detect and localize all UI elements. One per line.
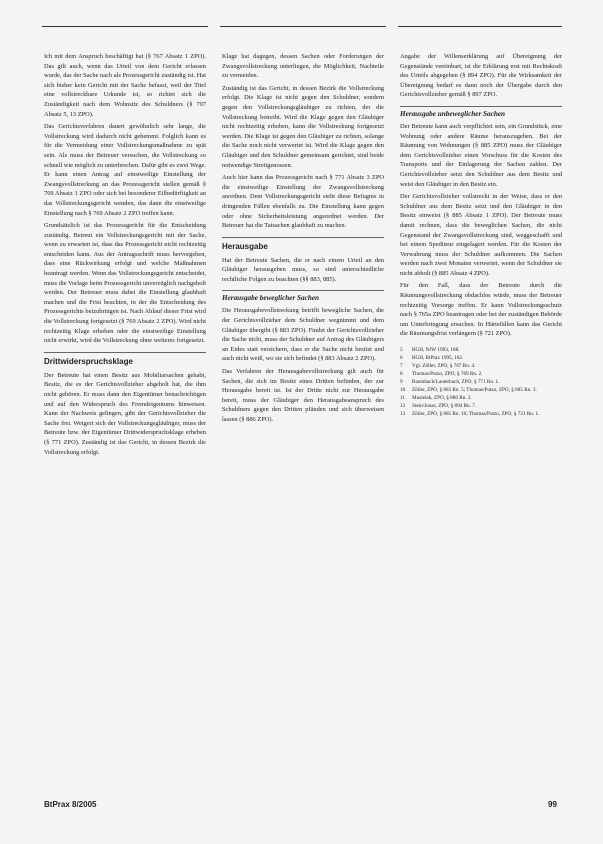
paragraph: Ich mit dem Anspruch beschäftigt hat (§ 767 Absatz 1 ZPO). Das gilt auch, wenn das Urteil von dem Gericht erlassen wurde, das der Sache nach als Prozessgericht zuständig ist. Hat sich bisher kein Gericht mit der Sache befasst, weil der Titel eine vollstreckbare Urkunde ist, so richtet sich die Zuständigkeit nach dem Wohnsitz des Schuldners (§ 797 Absatz 5, 13 ZPO). [44, 53, 206, 118]
footnote-text: Baumbach/Lauterbach, ZPO, § 771 Rn. 1. [412, 379, 500, 386]
footnotes [400, 347, 562, 418]
paragraph: Zuständig ist das Gericht, in dessen Bezirk die Vollstreckung erfolgt. Die Klage ist nicht gegen den Schuldner, sondern gegen den Vollstreckungsgläubiger zu richten, der die Vollstreckung betreibt. Wird die Klage gegen den Gläubiger nicht rechtzeitig erhoben, kann die Vollstreckung fortgesetzt werden. Die Klage ist gegen den Gläubiger zu richten, solange die Sache noch nicht verwertet ist. Wird die Klage gegen den Gläubiger und den Schuldner gemeinsam gerichtet, sind beide notwendige Streitgenossen. [222, 84, 384, 169]
footnote-number: 8 [400, 371, 403, 378]
footnote [400, 403, 562, 410]
top-rule-right [398, 26, 562, 27]
page-number: 99 [548, 800, 557, 809]
footnote-number: 10 [400, 387, 406, 394]
subsection-heading: Herausgabe unbeweglicher Sachen [400, 106, 562, 119]
paragraph: Auch hier kann das Prozessgericht nach § 771 Absatz 3 ZPO die einstweilige Einstellung der Zwangsvollstreckung anordnen. Dem Vollstreckungsgericht steht diese Befugnis in dringenden Fällen ebenfalls zu. Die Einstellung kann gegen oder ohne Sicherheitsleistung angeordnet werden. Der Betreuer hat die Tatsachen glaubhaft zu machen. [222, 174, 384, 230]
column-middle [222, 52, 384, 428]
footnote-number: 5 [400, 347, 403, 354]
footnote [400, 355, 562, 362]
paragraph: Die Herausgabevollstreckung betrifft bewegliche Sachen, die der Gerichtsvollzieher dem Schuldner wegnimmt und dem Gläubiger übergibt (§ 883 ZPO). Findet der Gerichtsvollzieher die Sache nicht, muss der Schuldner auf Antrag des Gläubigers an Eides statt versichern, dass er die Sache nicht besitzt und auch nicht weiß, wo sie sich befindet (§ 883 Absatz 2 ZPO). [222, 307, 384, 363]
footnote [400, 347, 562, 354]
footnote-text: Musielak, ZPO, § 886 Rn. 2. [412, 395, 472, 402]
top-rule-middle [220, 26, 386, 27]
footnote-text: Stein/Jonas, ZPO, § 894 Rn. 7. [412, 403, 477, 410]
footnote [400, 395, 562, 402]
paragraph: Angabe der Willenserklärung auf Übereignung der Gegenstände vereinbart, ist die Erklärung erst mit Rechtskraft des Urteils abgegeben (§ 894 ZPO). Für die Wirksamkeit der Übereignung bedarf es dann noch der Übergabe durch den Gerichtsvollzieher gemäß § 897 ZPO. [400, 53, 562, 99]
paragraph: Für den Fall, dass der Betreute durch die Räumungsvollstreckung obdachlos würde, muss der Betreuer rechtzeitig Vorsorge treffen. Er kann Vollstreckungsschutz nach § 765a ZPO beantragen oder bei der zuständigen Behörde um Unterbringung ersuchen. In Härtefällen kann das Gericht die Räumungsfrist verlängern (§ 721 ZPO). [400, 282, 562, 338]
section-heading: Drittwiderspruchsklage [44, 352, 206, 367]
footnote [400, 379, 562, 386]
top-rule-left [42, 26, 208, 27]
footnote-text: Thomas/Putzo, ZPO, § 769 Rn. 2. [412, 371, 483, 378]
footnote-text: Zöller, ZPO, § 885 Rn. 16; Thomas/Putzo, ZPO, § 721 Rn. 1. [412, 411, 540, 418]
paragraph: Der Betreute kann auch verpflichtet sein, ein Grundstück, eine Wohnung oder andere Räume herauszugeben. Bei der Räumung von Wohnungen (§ 885 ZPO) muss der Gläubiger dem Gerichtsvollzieher einen Vorschuss für die Kosten des Transports und der Einlagerung der Sachen zahlen. Der Gerichtsvollzieher setzt den Schuldner aus dem Besitz und weist den Gläubiger in den Besitz ein. [400, 122, 562, 188]
paragraph: Das Gerichtsverfahren dauert gewöhnlich sehr lange, die Vollstreckung wird dadurch nicht gehemmt. Folglich kann es für die Vermeidung einer Vollstreckungsmaßnahme zu spät sein. Als muss der Betreuer versuchen, die Vollstreckung so schnell wie möglich zu unterbrechen. Dafür gibt es zwei Wege. Er kann einen Antrag auf einstweilige Einstellung der Zwangsvollstreckung an das Prozessgericht stellen gemäß § 769 Absatz 1 ZPO oder sich bei besonderer Eilbedürftigkeit an das Vollstreckungsgericht wenden, das dann die einstweilige Einstellung nach § 769 Absatz 2 ZPO treffen kann. [44, 123, 206, 217]
footnote-text: Vgl. Zöller, ZPO, § 767 Rn. 4. [412, 363, 476, 370]
paragraph: Der Betreute hat einen Besitz aus Mobiliarsachen gehabt, Besitz, die es der Gerichtsvollzieher abgeholt hat, die ihm nicht gehören. Er muss dann den Eigentümer benachrichtigen und auf den Widerspruch des Fremdeigentums hinweisen. Kann der Nachweis gelingen, gibt der Gerichtsvollzieher die Sache frei. Weigert sich der Vollstreckungsgläubiger, muss der Betreute bzw. der Eigentümer Drittwiderspruchsklage erheben (§ 771 ZPO). Zuständig ist das Gericht, in dessen Bezirk die Vollstreckung erfolgt. [44, 371, 206, 456]
footnote [400, 363, 562, 370]
footnote-number: 6 [400, 355, 403, 362]
paragraph: Klage hat dagegen, dessen Sachen oder Forderungen der Zwangsvollstreckung unterliegen, die Möglichkeit, Nachteile zu vermeiden. [222, 53, 384, 80]
footnote-number: 12 [400, 403, 406, 410]
paragraph: Das Verfahren der Herausgabevollstreckung gilt auch für Sachen, die sich im Besitz eines Dritten befinden, der zur Herausgabe bereit ist. Ist der Dritte nicht zur Herausgabe bereit, muss der Gläubiger den Herausgabeanspruch des Schuldners gegen den Dritten pfänden und sich überweisen lassen (§ 886 ZPO). [222, 368, 384, 423]
footnote [400, 371, 562, 378]
footnote-number: 7 [400, 363, 403, 370]
footnote-text: BGH, NJW 1993, 188. [412, 347, 460, 354]
footnote-number: 11 [400, 395, 405, 402]
paragraph: Grundsätzlich ist das Prozessgericht für die Entscheidung zuständig. Betreut ein Vollstreckungsgericht mit der Sache, wenn zu erwarten ist, dass das Prozessgericht nicht rechtzeitig entscheiden kann. Aus der Antragsschrift muss hervorgehen, dass eine Rückwirkung erfolgt und welche Maßnahmen beantragt werden. Wenn das Vollstreckungsgericht entscheidet, muss die Vorlage beim Prozessgericht unverzüglich nachgeholt werden. Der Betreuer muss dabei die Einstellung glaubhaft machen und die Frist beachten, in der die Entscheidung des Prozessgerichts beizubringen ist. Nach Ablauf dieser Frist wird die Vollstreckung fortgesetzt (§ 769 Absatz 2 ZPO). Wird nicht rechtzeitig Klage erhoben oder die einstweilige Einstellung nicht erwirkt, wird die Vollstreckung ohne weiteres fortgesetzt. [44, 222, 206, 345]
footnote [400, 387, 562, 394]
column-left [44, 52, 206, 460]
footnote-text: Zöller, ZPO, § 883 Rn. 5; Thomas/Putzo, ZPO, § 885 Rn. 3. [412, 387, 537, 394]
paragraph: Der Gerichtsvollzieher vollstreckt in der Weise, dass er den Schuldner aus dem Besitz setzt und den Gläubiger in den Besitz einweist (§ 885 Absatz 1 ZPO). Der Betreute muss damit rechnen, dass die beweglichen Sachen, die nicht Gegenstand der Zwangsvollstreckung sind, weggeschafft und bei einem Spediteur eingelagert werden. Für die Kosten der Verwahrung muss der Schuldner aufkommen. Die Sachen werden nach zwei Monaten verwertet, wenn der Schuldner sie nicht abholt (§ 885 Absatz 4 ZPO). [400, 193, 562, 277]
footnote [400, 411, 562, 418]
paragraph: Hat der Betreute Sachen, die er nach einem Urteil an den Gläubiger herausgeben muss, so sind unterschiedliche rechtliche Folgen zu beachten (§§ 883, 885). [222, 256, 384, 283]
section-heading: Herausgabe [222, 237, 384, 252]
journal-footer: BtPrax 8/2005 [44, 800, 97, 809]
footnote-number: 13 [400, 411, 406, 418]
column-right [400, 52, 562, 419]
footnote-text: BGH, BtPrax 1995, 182. [412, 355, 464, 362]
subsection-heading: Herausgabe beweglicher Sachen [222, 290, 384, 303]
footnote-number: 9 [400, 379, 403, 386]
